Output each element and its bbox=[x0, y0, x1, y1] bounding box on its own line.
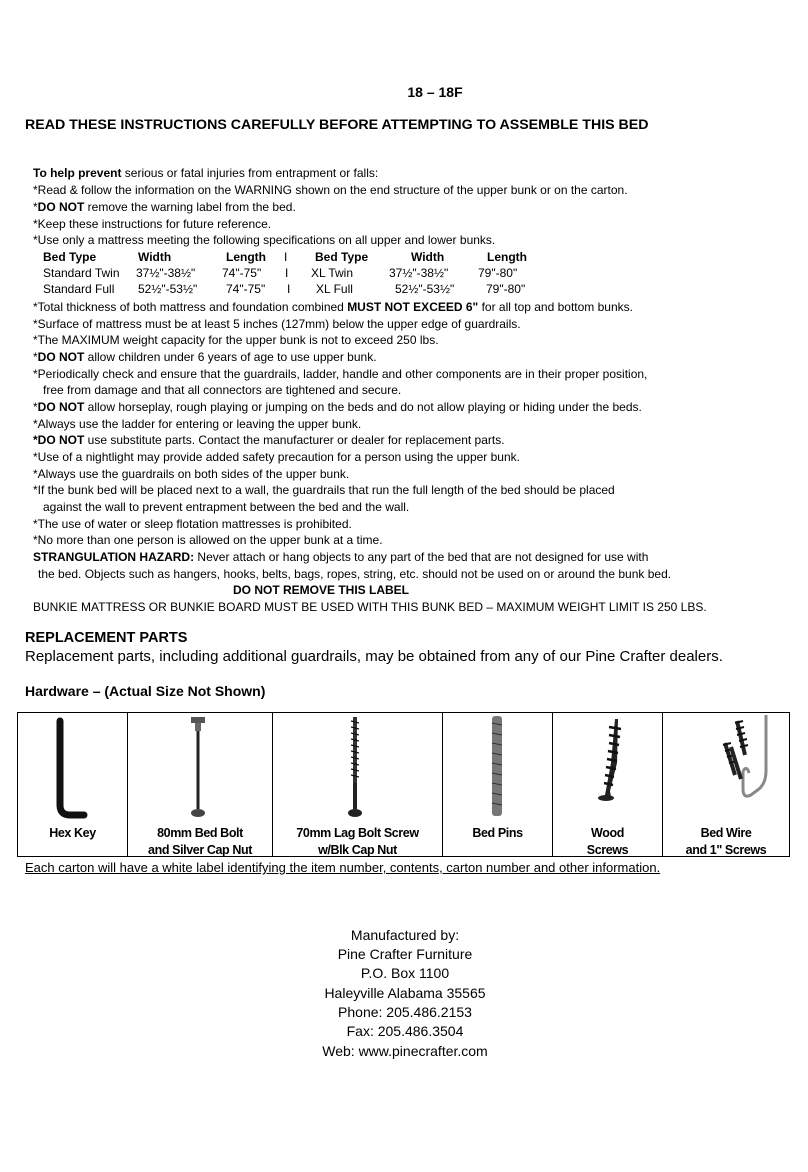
warning-line: *Keep these instructions for future reference. bbox=[33, 217, 272, 231]
hardware-cell-lag-bolt bbox=[273, 713, 443, 856]
spec-header: Width bbox=[138, 250, 172, 264]
manufacturer-line: Haleyville Alabama 35565 bbox=[324, 985, 486, 1001]
hardware-label: 70mm Lag Bolt Screw w/Blk Cap Nut bbox=[296, 826, 419, 857]
hardware-label: Bed Wire and 1" Screws bbox=[685, 826, 767, 857]
hardware-cell-bed-pins bbox=[443, 713, 553, 856]
warning-line: *If the bunk bed will be placed next to a wall, the guardrails that run the full length of the bed should be placed bbox=[33, 483, 615, 497]
spec-cell: XL Twin bbox=[311, 266, 354, 280]
bed-bolt-icon bbox=[128, 713, 273, 825]
warning-line: To help prevent serious or fatal injuries from entrapment or falls: bbox=[33, 166, 379, 180]
spec-cell: 52½"-53½" bbox=[395, 282, 455, 296]
bed-wire-icon bbox=[663, 713, 789, 825]
warning-line: *The use of water or sleep flotation mattresses is prohibited. bbox=[33, 517, 352, 531]
warning-line: *Use only a mattress meeting the following specifications on all upper and lower bunks. bbox=[33, 233, 496, 247]
hardware-cell-bed-bolt bbox=[128, 713, 273, 856]
spec-cell: XL Full bbox=[316, 282, 353, 296]
warning-line: *Surface of mattress must be at least 5 inches (127mm) below the upper edge of guardrails. bbox=[33, 317, 521, 331]
spec-separator: I bbox=[287, 282, 291, 296]
carton-label-note: Each carton will have a white label identifying the item number, contents, carton number and other information. bbox=[25, 860, 661, 875]
warning-line: *DO NOT allow children under 6 years of age to use upper bunk. bbox=[33, 350, 377, 364]
warning-line: *DO NOT use substitute parts. Contact the manufacturer or dealer for replacement parts. bbox=[33, 433, 505, 447]
spec-cell: 37½"-38½" bbox=[136, 266, 196, 280]
spec-cell: Standard Full bbox=[43, 282, 115, 296]
spec-header: Length bbox=[226, 250, 266, 264]
manufacturer-line: P.O. Box 1100 bbox=[360, 965, 450, 981]
wood-screw-icon bbox=[553, 713, 663, 825]
hardware-cell-bed-wire bbox=[663, 713, 789, 856]
bunkie-warning: BUNKIE MATTRESS OR BUNKIE BOARD MUST BE USED WITH THIS BUNK BED – MAXIMUM WEIGHT LIMIT IS 250 LBS. bbox=[33, 600, 707, 614]
hardware-label: 80mm Bed Bolt and Silver Cap Nut bbox=[148, 826, 252, 857]
hardware-label: Wood Screws bbox=[586, 826, 629, 857]
manufacturer-line: Fax: 205.486.3504 bbox=[346, 1023, 464, 1039]
manufacturer-website: Web: www.pinecrafter.com bbox=[322, 1043, 488, 1059]
warning-line: *Total thickness of both mattress and foundation combined MUST NOT EXCEED 6" for all top and bottom bunks. bbox=[33, 300, 633, 314]
model-number: 18 – 18F bbox=[407, 84, 463, 100]
hardware-cell-wood-screws bbox=[553, 713, 663, 856]
hardware-title: Hardware – (Actual Size Not Shown) bbox=[25, 683, 266, 699]
warning-line: the bed. Objects such as hangers, hooks, belts, bags, ropes, string, etc. should not be used on or around the bunk bed. bbox=[38, 567, 672, 581]
spec-cell: 74"-75" bbox=[226, 282, 266, 296]
spec-cell: 52½"-53½" bbox=[138, 282, 198, 296]
warning-line: *Periodically check and ensure that the guardrails, ladder, handle and other components are in their proper position, bbox=[33, 367, 648, 381]
bed-pin-icon bbox=[443, 713, 553, 825]
warning-line: *DO NOT remove the warning label from the bed. bbox=[33, 200, 296, 214]
hex-key-icon bbox=[18, 713, 128, 825]
spec-cell: 79"-80" bbox=[486, 282, 526, 296]
manufacturer-line: Pine Crafter Furniture bbox=[337, 946, 473, 962]
spec-cell: 74"-75" bbox=[222, 266, 262, 280]
replacement-parts-text: Replacement parts, including additional guardrails, may be obtained from any of our Pine Crafter dealers. bbox=[25, 648, 723, 665]
spec-cell: 79"-80" bbox=[478, 266, 518, 280]
hardware-cell-hex-key bbox=[18, 713, 128, 856]
warning-line: STRANGULATION HAZARD: Never attach or hang objects to any part of the bed that are not designed for use with bbox=[33, 550, 649, 564]
do-not-remove-label: DO NOT REMOVE THIS LABEL bbox=[233, 583, 410, 597]
warning-line: *No more than one person is allowed on the upper bunk at a time. bbox=[33, 533, 383, 547]
manufacturer-line: Manufactured by: bbox=[350, 927, 460, 943]
warning-line: *Use of a nightlight may provide added safety precaution for a person using the upper bunk. bbox=[33, 450, 520, 464]
warning-line: *Always use the guardrails on both sides of the upper bunk. bbox=[33, 467, 350, 481]
instructions-heading: READ THESE INSTRUCTIONS CAREFULLY BEFORE ATTEMPTING TO ASSEMBLE THIS BED bbox=[25, 117, 649, 133]
warning-line: *Always use the ladder for entering or leaving the upper bunk. bbox=[33, 417, 362, 431]
spec-separator: I bbox=[285, 266, 289, 280]
spec-header: Length bbox=[487, 250, 527, 264]
hardware-label: Bed Pins bbox=[472, 826, 523, 840]
warning-line: free from damage and that all connectors are tightened and secure. bbox=[43, 383, 402, 397]
spec-header: Bed Type bbox=[315, 250, 369, 264]
spec-header: Width bbox=[411, 250, 445, 264]
warning-line: *DO NOT allow horseplay, rough playing or jumping on the beds and do not allow playing or hiding under the beds. bbox=[33, 400, 642, 414]
spec-separator: I bbox=[284, 250, 288, 264]
manufacturer-line: Phone: 205.486.2153 bbox=[338, 1004, 472, 1020]
hardware-label: Hex Key bbox=[49, 826, 96, 840]
warning-line: *Read & follow the information on the WARNING shown on the end structure of the upper bunk or on the carton. bbox=[33, 183, 628, 197]
spec-cell: 37½"-38½" bbox=[389, 266, 449, 280]
warning-line: *The MAXIMUM weight capacity for the upper bunk is not to exceed 250 lbs. bbox=[33, 333, 439, 347]
spec-cell: Standard Twin bbox=[43, 266, 120, 280]
spec-header: Bed Type bbox=[43, 250, 97, 264]
warning-line: against the wall to prevent entrapment between the bed and the wall. bbox=[43, 500, 410, 514]
replacement-parts-title: REPLACEMENT PARTS bbox=[25, 630, 188, 646]
hardware-table bbox=[17, 712, 790, 857]
lag-bolt-icon bbox=[273, 713, 443, 825]
